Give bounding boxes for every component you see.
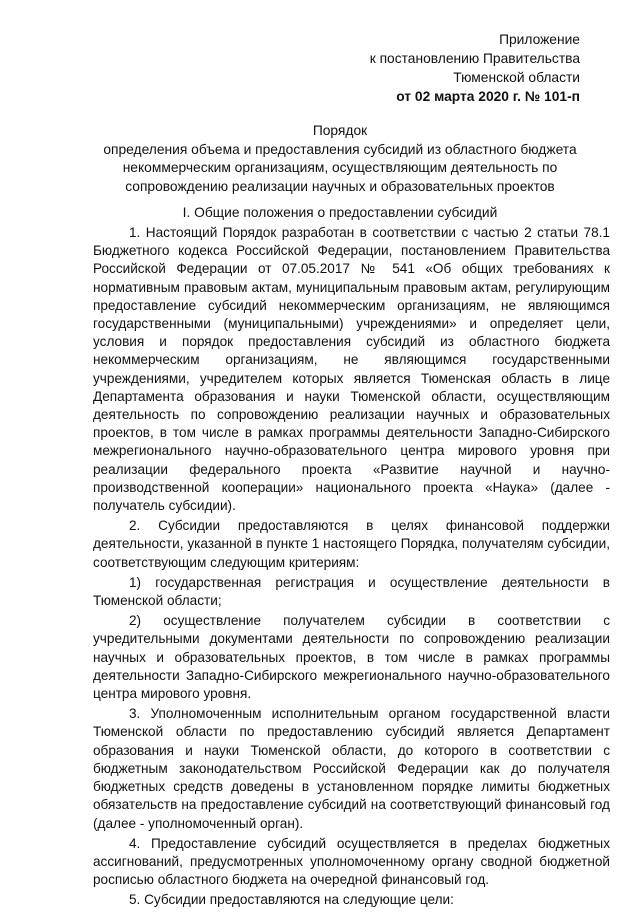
- paragraph-4: 4. Предоставление субсидий осуществляется в пределах бюджетных ассигнований, предусмотренных уполномоченному органу сводной бюджетной росписью областного бюджета на очередной финансовый год.: [93, 835, 610, 888]
- paragraph-3: 3. Уполномоченным исполнительным органом государственной власти Тюменской области по предоставлению субсидий является Департамент образования и науки Тюменской области, до которого в соответствии с бюджетным законодательством Российской Федерации как до получателя бюджетных средств доведены в установленном порядке лимиты бюджетных обязательств на предоставление субсидий на соответствующий финансовый год (далее - уполномоченный орган).: [93, 706, 610, 831]
- appendix-region: Тюменской области: [453, 70, 580, 85]
- paragraph-5: 5. Субсидии предоставляются на следующие цели:: [129, 892, 454, 908]
- title-word: Порядок: [312, 123, 368, 138]
- paragraph-2: 2. Субсидии предоставляются в целях финансовой поддержки деятельности, указанной в пункте 1 настоящего Порядка, получателям субсидии, соответствующим следующим критериям:: [93, 518, 610, 570]
- appendix-label: Приложение: [499, 32, 580, 47]
- title-line-1: определения объема и предоставления субсидий из областного бюджета: [103, 141, 577, 157]
- appendix-resolution-ref: к постановлению Правительства: [369, 51, 580, 66]
- appendix-date-number: от 02 марта 2020 г. № 101-п: [396, 89, 580, 104]
- title-line-3: сопровождению реализации научных и образовательных проектов: [125, 178, 555, 194]
- appendix-header: [220, 30, 580, 106]
- paragraph-1: 1. Настоящий Порядок разработан в соответствии с частью 2 статьи 78.1 Бюджетного кодекса Российской Федерации, постановлением Правительства Российской Федерации от 07.05.2017 № 541 «Об общих требованиях к нормативным правовым актам, муниципальным правовым актам, регулирующим предоставление субсидий некоммерческим организациям, не являющимся государственными (муниципальными) учреждениями» и определяет цели, условия и порядок предоставления субсидий из областного бюджета некоммерческим организациям, не являющимся государственными учреждениями, учредителем которых является Тюменская область в лице Департамента образования и науки Тюменской области, осуществляющим деятельность по сопровождению реализации научных и образовательных проектов, в том числе в рамках программы деятельности Западно-Сибирского межрегионального научно-образовательного центра мирового уровня при реализации федерального проекта «Развитие научной и научно-производственной кооперации» национального проекта «Наука» (далее - получатель субсидии).: [93, 225, 610, 514]
- paragraph-2-item-1: 1) государственная регистрация и осуществление деятельности в Тюменской области;: [93, 574, 610, 609]
- section-heading: I. Общие положения о предоставлении субсидий: [182, 205, 498, 220]
- title-line-2: некоммерческим организациям, осуществляющим деятельность по: [122, 160, 558, 175]
- document-body: [93, 224, 610, 912]
- document-title: [70, 122, 610, 196]
- paragraph-2-item-2: 2) осуществление получателем субсидии в соответствии с учредительными документами деятельности по сопровождению реализации научных и образовательных проектов, в том числе в рамках программы деятельности Западно-Сибирского межрегионального научно-образовательного центра мирового уровня.: [93, 613, 610, 702]
